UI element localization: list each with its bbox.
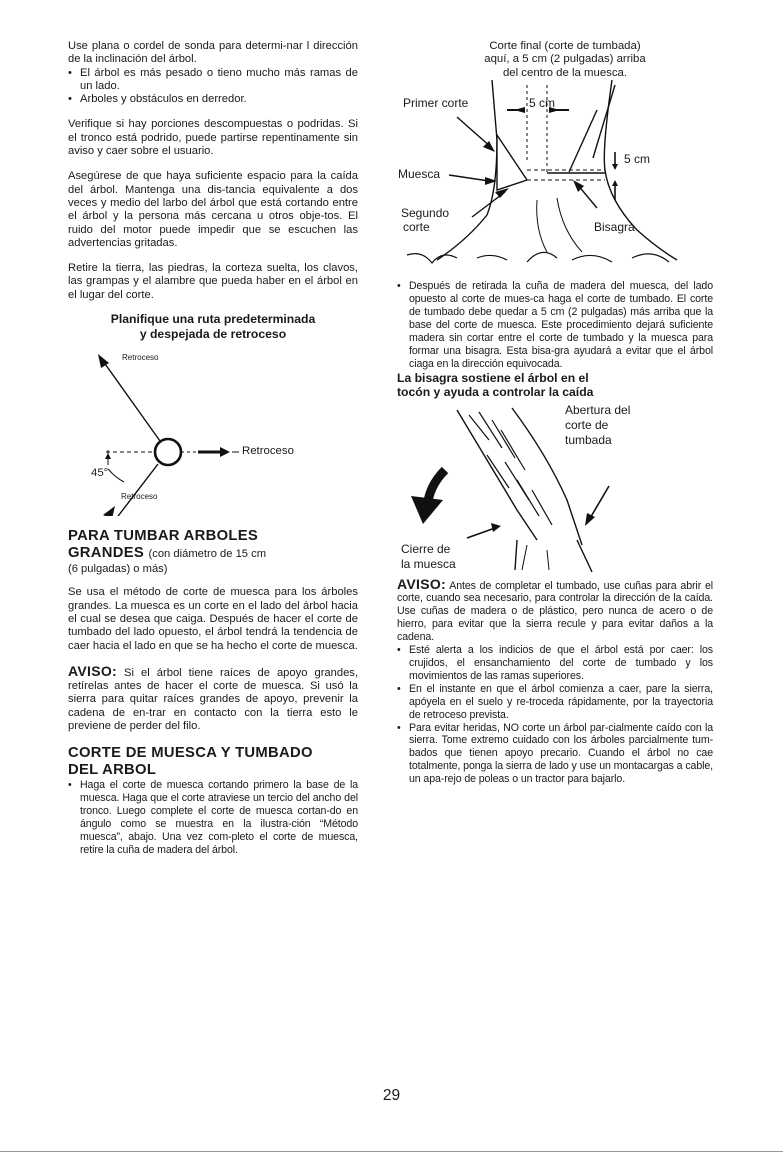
notch-felling-heading: CORTE DE MUESCA Y TUMBADO bbox=[68, 745, 313, 762]
arrowhead-icon bbox=[612, 164, 618, 170]
arrowhead-icon bbox=[491, 523, 501, 532]
segundo-corte-label: Segundo bbox=[401, 206, 450, 221]
tree-trunk-circle-icon bbox=[155, 439, 181, 465]
section-title-line2 bbox=[68, 545, 358, 563]
notch-shape bbox=[497, 135, 527, 190]
stump-line bbox=[522, 545, 527, 570]
list-item: • Esté alerta a los indicios de que el árbol está por caer: los crujidos, el ensanchamiento del corte de tumbado y los movimientos de las ramas superiores. bbox=[397, 644, 713, 683]
notch-closing-label: Cierre de bbox=[401, 541, 451, 556]
retreat-path-diagram bbox=[68, 341, 358, 516]
debris-paragraph: Retire la tierra, las piedras, la corteza suelta, los clavos, las grampas y el alambre que pueda haber en el árbol en el lugar del corte. bbox=[68, 262, 358, 301]
root-lines bbox=[527, 253, 557, 263]
notch-cut-drawing bbox=[397, 80, 713, 280]
clearance-paragraph: Asegúrese de que haya suficiente espacio para la caída del árbol. Mantenga una dis-tancia equivalente a dos veces y medio del larbo del árbol que está cortando entre el árbol y la persona más cercana u otros obje-tos. El ruido del motor puede impedir que se escuchen las advertencias gritadas. bbox=[68, 170, 358, 249]
dimension-label-right: 5 cm bbox=[624, 152, 651, 167]
root-lines bbox=[632, 254, 669, 262]
right-column bbox=[397, 40, 713, 786]
trunk-edge bbox=[457, 410, 537, 540]
stump-line bbox=[547, 550, 549, 570]
notch-closing-label-line2: la muesca bbox=[401, 556, 456, 571]
list-item: • Arboles y obstáculos en derredor. bbox=[68, 93, 358, 106]
list-item: • Para evitar heridas, NO corte un árbol par-cialmente caído con la sierra. Tome extremo cuidado con los árboles parcialmente tum-bados que tienen apoyo precario. Cuando el árbol no cae totalmente, ponga la sierra de lado y use un montacargas a cable, un apa-rejo de poleas o un tractor para bajarlo. bbox=[397, 722, 713, 787]
intro-bullet-list bbox=[68, 67, 358, 107]
left-column bbox=[68, 40, 358, 857]
retreat-path-heading: Planifique una ruta predeterminada bbox=[110, 312, 316, 327]
figure-caption bbox=[397, 40, 713, 80]
bottom-rule bbox=[0, 1151, 783, 1152]
caption-line: Corte final (corte de tumbada) bbox=[489, 40, 641, 52]
felling-cut-leader bbox=[569, 110, 597, 172]
aviso-wedges-paragraph bbox=[397, 575, 713, 645]
aviso-wedges-block bbox=[397, 575, 713, 787]
bisagra-label: Bisagra bbox=[594, 220, 635, 235]
arrowhead-icon bbox=[483, 141, 495, 152]
hinge-diagram bbox=[397, 400, 713, 578]
stump-edge bbox=[515, 540, 517, 570]
retreat-path-drawing bbox=[68, 341, 358, 516]
notch-cut-diagram bbox=[397, 80, 713, 280]
stump-edge bbox=[577, 540, 592, 572]
arrowhead-icon bbox=[220, 447, 230, 457]
small-arrow-icon bbox=[105, 453, 111, 459]
list-item: • Haga el corte de muesca cortando primero la base de la muesca. Haga que el corte atraviese un tercio del ancho del tronco. Luego complete el corte de muesca cortan-do en ángulo como se muestra en la ilustra-ción “Método muesca”, abajo. Una vez com-pleto el corte de muesca, retire la cuña de madera del árbol. bbox=[68, 779, 358, 856]
aviso-roots-text: Si el árbol tiene raíces de apoyo grandes, retírelas antes de hacer el corte de muesca. Si usó la sierra para quitar raíces grandes de apoyo, prevenir la cadena de en-trar en contacto con la tierra esto le previene de perder del filo. bbox=[68, 666, 359, 733]
hinge-heading: La bisagra sostiene el árbol en el bbox=[397, 370, 589, 385]
caption-line: aquí, a 5 cm (2 pulgadas) arriba bbox=[484, 53, 646, 66]
retreat-label-bottom: Retroceso bbox=[121, 492, 158, 502]
retreat-label-right: Retroceso bbox=[242, 445, 294, 458]
retreat-path-heading-line2: y despejada de retroceso bbox=[139, 326, 287, 341]
notch-method-paragraph: Se usa el método de corte de muesca para los árboles grandes. La muesca es un corte en el lado del árbol hacia el cual se desea que caiga. Después de hacer el corte de tumbado del lado opuesto, el árbol tendrá la tendencia de caer hacia el lado en que se ha hecho el corte de muesca. bbox=[68, 586, 358, 652]
root-lines bbox=[407, 254, 457, 263]
hinge-heading-line2: tocón y ayuda a controlar la caída bbox=[397, 385, 594, 400]
arrowhead-icon bbox=[103, 506, 115, 516]
list-item: • El árbol es más pesado o tieno mucho más ramas de un lado. bbox=[68, 67, 358, 94]
fall-direction-arrowhead-icon bbox=[411, 496, 443, 524]
page-number: 29 bbox=[382, 1087, 401, 1104]
root-lines bbox=[477, 256, 507, 261]
root-lines bbox=[572, 256, 612, 263]
list-item: • En el instante en que el árbol comienza a caer, pare la sierra, apóyela en el suelo y re-troceda rápidamente, por la trayectoria de retroceso prevista. bbox=[397, 683, 713, 722]
angle-arc bbox=[108, 469, 124, 482]
section-title: PARA TUMBAR ARBOLES bbox=[68, 528, 259, 545]
retreat-arrow-down bbox=[112, 464, 158, 516]
bark-line bbox=[557, 198, 582, 252]
notch-steps-list bbox=[68, 779, 358, 856]
arrowhead-icon bbox=[612, 180, 618, 186]
aviso-wedges-text: Antes de completar el tumbado, use cuñas para abrir el corte, cuando sea necesario, para controlar la dirección de la caída. Use cuñas de madera o de plástico, pero nunca de acero o de hierro, para evitar que la sierra recule y para evitar daños a la cadena. bbox=[397, 579, 713, 644]
muesca-label: Muesca bbox=[398, 167, 441, 182]
diameter-note: (con diámetro de 15 cm bbox=[148, 548, 267, 561]
aviso-label: AVISO: bbox=[68, 662, 117, 679]
notch-felling-heading-line2: DEL ARBOL bbox=[68, 762, 157, 779]
diameter-note-line2: (6 pulgadas) o más) bbox=[68, 563, 168, 576]
bark-line bbox=[537, 200, 547, 252]
arrowhead-icon bbox=[585, 513, 595, 526]
caption-line: del centro de la muesca. bbox=[502, 66, 628, 79]
felling-opening-label-line3: tumbada bbox=[565, 432, 612, 447]
primer-corte-label: Primer corte bbox=[403, 96, 469, 111]
felling-opening-label: Abertura del bbox=[565, 402, 631, 417]
intro-text: Use plana o cordel de sonda para determi-nar l dirección de la inclinación del árbol. bbox=[68, 40, 358, 66]
closing-leader bbox=[467, 528, 495, 538]
retreat-label-top: Retroceso bbox=[122, 353, 159, 363]
aviso-label: AVISO: bbox=[397, 575, 446, 592]
felling-step-list bbox=[397, 280, 713, 370]
felling-opening-label-line2: corte de bbox=[565, 417, 609, 432]
list-item: • Después de retirada la cuña de madera del muesca, del lado opuesto al corte de mues-ca haga el corte de tumbado. El corte de tumbado debe quedar a 5 cm (2 pulgadas) más arriba que la base del corte de muesca. Este procedimiento dejará suficiente madera sin cortar entre el corte de tumbado y la muesca para formar una bisagra. Esta bisa-gra ayudará a evitar que el árbol ciaga en la dirección equivocada. bbox=[397, 280, 713, 370]
dimension-label-top: 5 cm bbox=[529, 96, 556, 111]
aviso-roots-paragraph bbox=[68, 662, 359, 733]
safety-bullet-list bbox=[397, 644, 713, 786]
segundo-corte-label-line2: corte bbox=[403, 220, 430, 235]
bark-hatching bbox=[469, 412, 552, 525]
section-title-word: GRANDES bbox=[68, 545, 145, 562]
retreat-arrow-up bbox=[103, 361, 160, 441]
opening-leader bbox=[589, 486, 609, 520]
rot-warning-paragraph: Verifique si hay porciones descompuestas o podridas. Si el tronco está podrido, puede partirse repentinamente sin aviso y caer sobre el usuario. bbox=[68, 118, 358, 158]
angle-label: 45° bbox=[91, 467, 109, 480]
muesca-leader bbox=[449, 175, 489, 181]
